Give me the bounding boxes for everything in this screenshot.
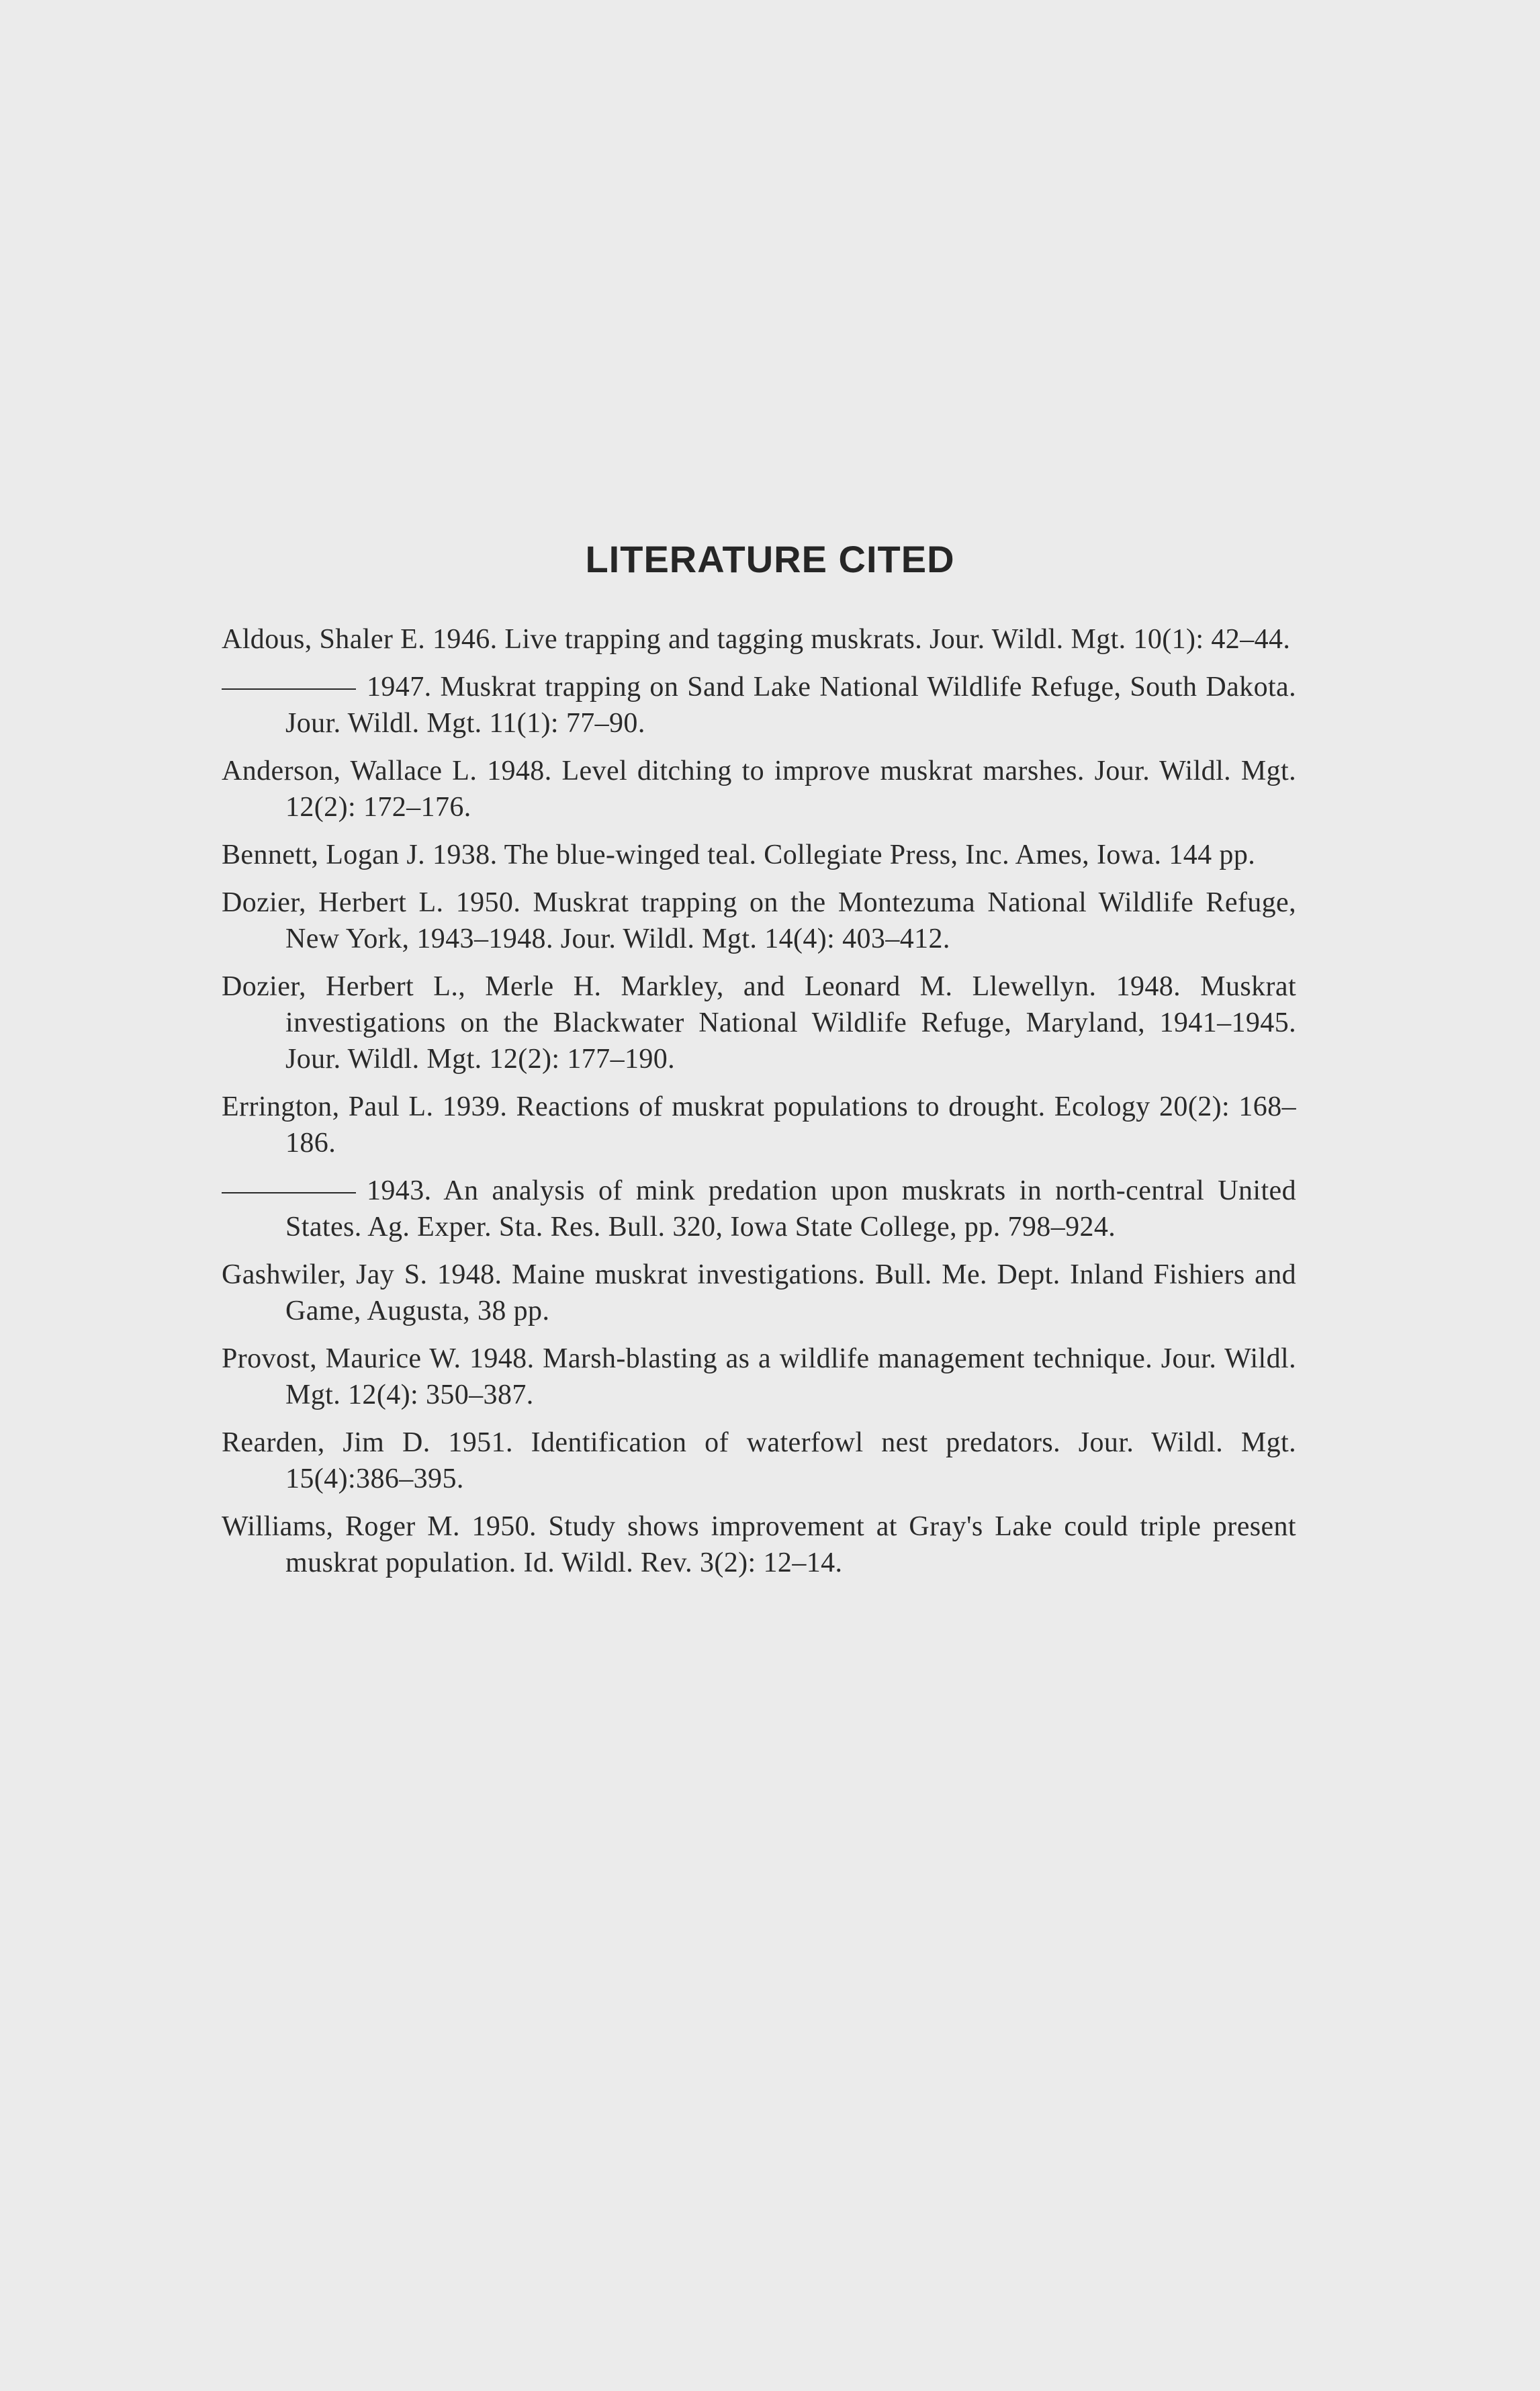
- reference-author: Errington, Paul L.: [222, 1091, 434, 1122]
- reference-list: [222, 621, 1296, 1592]
- reference-text: 1948. Marsh-blasting as a wildlife management technique. Jour. Wildl. Mgt. 12(4): 350–387.: [285, 1343, 1296, 1410]
- reference-item: [222, 1425, 1296, 1497]
- reference-item: [222, 885, 1296, 957]
- reference-author: Anderson, Wallace L.: [222, 756, 478, 786]
- reference-author: Bennett, Logan J.: [222, 840, 426, 870]
- page-title: LITERATURE CITED: [585, 538, 955, 580]
- reference-author: Aldous, Shaler E.: [222, 624, 426, 655]
- ditto-dash: [222, 688, 356, 690]
- reference-author: Rearden, Jim D.: [222, 1427, 431, 1458]
- reference-item: [222, 1257, 1296, 1329]
- reference-author: Provost, Maurice W.: [222, 1343, 461, 1374]
- reference-item: [222, 669, 1296, 741]
- reference-item: [222, 753, 1296, 825]
- reference-text: 1939. Reactions of muskrat populations to drought. Ecology 20(2): 168–186.: [285, 1091, 1296, 1159]
- reference-author: Dozier, Herbert L.: [222, 887, 444, 918]
- reference-text: 1951. Identification of waterfowl nest predators. Jour. Wildl. Mgt. 15(4):386–395.: [285, 1427, 1296, 1494]
- reference-item: [222, 621, 1296, 658]
- reference-item: [222, 1341, 1296, 1413]
- reference-item: [222, 968, 1296, 1077]
- reference-text: 1946. Live trapping and tagging muskrats. Jour. Wildl. Mgt. 10(1): 42–44.: [433, 624, 1291, 655]
- reference-text: 1943. An analysis of mink predation upon muskrats in north-central United States. Ag. Exper. Sta. Res. Bull. 320, Iowa State College, pp. 798–924.: [285, 1175, 1296, 1243]
- reference-author: Dozier, Herbert L., Merle H. Markley, and Leonard M. Llewellyn.: [222, 971, 1097, 1002]
- reference-item: [222, 837, 1296, 873]
- ditto-dash: [222, 1192, 356, 1193]
- reference-author: Gashwiler, Jay S.: [222, 1259, 428, 1290]
- reference-text: 1947. Muskrat trapping on Sand Lake National Wildlife Refuge, South Dakota. Jour. Wildl. Mgt. 11(1): 77–90.: [285, 672, 1296, 739]
- reference-item: [222, 1508, 1296, 1581]
- reference-item: [222, 1173, 1296, 1245]
- reference-text: 1950. Muskrat trapping on the Montezuma National Wildlife Refuge, New York, 1943–1948. Jour. Wildl. Mgt. 14(4): 403–412.: [285, 887, 1297, 954]
- reference-text: 1938. The blue-winged teal. Collegiate Press, Inc. Ames, Iowa. 144 pp.: [432, 840, 1256, 870]
- reference-text: 1950. Study shows improvement at Gray's Lake could triple present muskrat population. Id. Wildl. Rev. 3(2): 12–14.: [285, 1511, 1296, 1578]
- reference-text: 1948. Level ditching to improve muskrat marshes. Jour. Wildl. Mgt. 12(2): 172–176.: [285, 756, 1296, 823]
- reference-text: 1948. Maine muskrat investigations. Bull. Me. Dept. Inland Fishiers and Game, Augusta, 38 pp.: [285, 1259, 1296, 1326]
- reference-item: [222, 1089, 1296, 1161]
- reference-text: 1948. Muskrat investigations on the Blackwater National Wildlife Refuge, Maryland, 1941–1945. Jour. Wildl. Mgt. 12(2): 177–190.: [285, 971, 1297, 1075]
- reference-author: Williams, Roger M.: [222, 1511, 460, 1542]
